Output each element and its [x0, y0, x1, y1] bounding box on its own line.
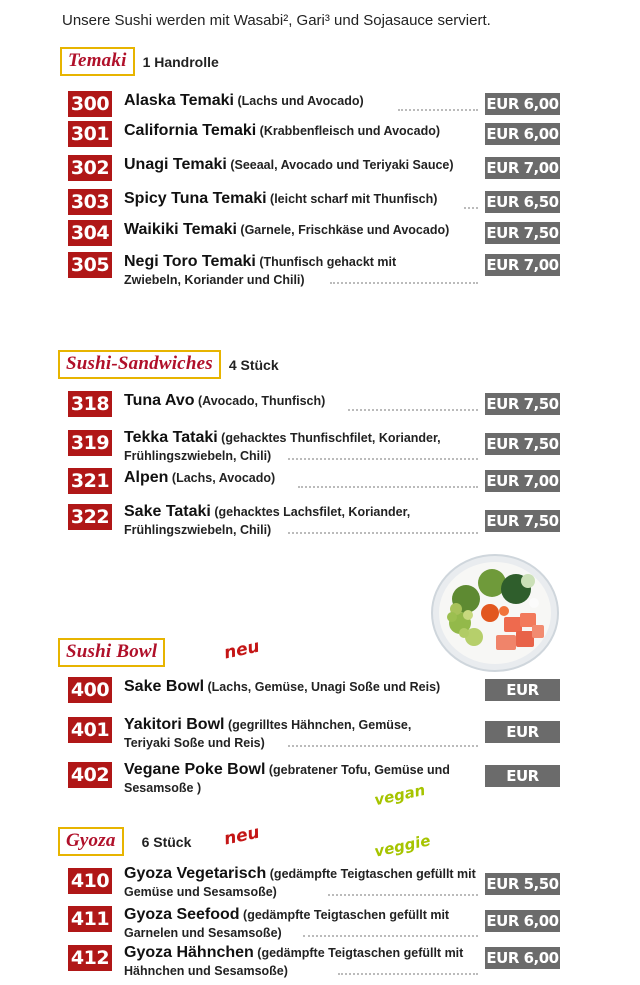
menu-item — [68, 760, 560, 807]
menu-item — [68, 428, 560, 466]
dotted-leader — [303, 935, 478, 937]
menu-item — [68, 715, 560, 763]
menu-item — [68, 864, 560, 902]
new-tag: neu — [222, 636, 262, 664]
item-name: Vegane Poke Bowl — [124, 761, 266, 778]
section-bowl-header — [58, 638, 165, 667]
item-name: Negi Toro Temaki — [124, 253, 256, 270]
item-number: 302 — [68, 155, 112, 181]
item-number: 319 — [68, 430, 112, 456]
item-note: (gedämpfte Teigtaschen gefüllt mit Gemüse und Sesamsoße) — [124, 867, 476, 899]
item-name: Gyoza Vegetarisch — [124, 865, 267, 882]
section-title: Temaki — [60, 47, 135, 76]
item-note: (Lachs und Avocado) — [234, 94, 364, 108]
item-number: 301 — [68, 121, 112, 147]
item-number: 400 — [68, 677, 112, 703]
menu-item — [68, 252, 560, 290]
item-note: (gegrilltes Hähnchen, Gemüse, Teriyaki Soße und Reis) — [124, 718, 412, 750]
item-name: Unagi Temaki — [124, 156, 227, 173]
section-quantity: 6 Stück — [141, 833, 192, 850]
item-note: (Krabbenfleisch und Avocado) — [256, 124, 441, 138]
section-quantity: 1 Handrolle — [142, 53, 219, 70]
item-note: (gedämpfte Teigtaschen gefüllt mit Hähnchen und Sesamsoße) — [124, 946, 464, 978]
section-temaki-header — [60, 47, 219, 76]
section-gyoza-header — [58, 827, 191, 856]
item-price: EUR 14,50 — [485, 721, 560, 743]
item-name: Spicy Tuna Temaki — [124, 190, 267, 207]
item-number: 321 — [68, 468, 112, 494]
new-tag: neu — [222, 822, 262, 850]
item-name: Waikiki Temaki — [124, 221, 237, 238]
item-price: EUR 13,50 — [485, 765, 560, 787]
item-price: EUR 6,00 — [486, 125, 559, 143]
item-price: EUR 6,00 — [486, 912, 559, 930]
dotted-leader — [288, 745, 478, 747]
item-name: Yakitori Bowl — [124, 716, 225, 733]
dotted-leader — [398, 109, 478, 111]
section-title: Sushi Bowl — [58, 638, 165, 667]
item-number: 305 — [68, 252, 112, 278]
item-note: (Thunfisch gehackt mit Zwiebeln, Koriander und Chili) — [124, 255, 397, 287]
item-number: 412 — [68, 945, 112, 971]
item-number: 401 — [68, 717, 112, 743]
item-note: (leicht scharf mit Thunfisch) — [266, 192, 438, 206]
item-price: EUR 7,50 — [486, 224, 559, 242]
item-number: 411 — [68, 906, 112, 932]
item-number: 300 — [68, 91, 112, 117]
section-title: Sushi-Sandwiches — [58, 350, 221, 379]
menu-item — [68, 391, 560, 421]
dotted-leader — [338, 973, 478, 975]
item-note: (gebratener Tofu, Gemüse und Sesamsoße ) — [124, 763, 450, 795]
item-number: 322 — [68, 504, 112, 530]
item-price: EUR 7,50 — [486, 435, 559, 453]
item-note: (Lachs, Avocado) — [168, 471, 276, 485]
item-number: 304 — [68, 220, 112, 246]
menu-item — [68, 121, 560, 151]
item-name: Tekka Tataki — [124, 429, 218, 446]
menu-item — [68, 468, 560, 498]
vegan-tag: vegan — [372, 780, 427, 810]
item-note: (gedämpfte Teigtaschen gefüllt mit Garnelen und Sesamsoße) — [124, 908, 450, 940]
dotted-leader — [288, 532, 478, 534]
section-title: Gyoza — [58, 827, 124, 856]
item-number: 303 — [68, 189, 112, 215]
item-price: EUR 7,50 — [486, 512, 559, 530]
item-note: (gehacktes Thunfischfilet, Koriander, Frühlingszwiebeln, Chili) — [124, 431, 441, 463]
item-price: EUR 7,00 — [486, 159, 559, 177]
dotted-leader — [464, 207, 478, 209]
item-name: Alpen — [124, 469, 169, 486]
item-name: Tuna Avo — [124, 392, 195, 409]
item-price: EUR 7,00 — [486, 472, 559, 490]
item-number: 410 — [68, 868, 112, 894]
item-name: Alaska Temaki — [124, 92, 234, 109]
veggie-tag: veggie — [372, 831, 433, 861]
item-name: Gyoza Hähnchen — [124, 944, 254, 961]
item-note: (Seeaal, Avocado und Teriyaki Sauce) — [226, 158, 454, 172]
section-quantity: 4 Stück — [228, 356, 279, 373]
item-price: EUR 5,50 — [486, 875, 559, 893]
menu-item — [68, 220, 560, 250]
dotted-leader — [330, 282, 478, 284]
item-note: (Avocado, Thunfisch) — [194, 394, 326, 408]
item-number: 318 — [68, 391, 112, 417]
dotted-leader — [348, 409, 478, 411]
menu-item — [68, 189, 560, 219]
section-sandwiches-header — [58, 350, 279, 379]
menu-item — [68, 91, 560, 121]
dotted-leader — [288, 458, 478, 460]
menu-item — [68, 943, 560, 981]
item-name: California Temaki — [124, 122, 257, 139]
dotted-leader — [298, 486, 478, 488]
item-name: Sake Tataki — [124, 503, 211, 520]
item-price: EUR 6,50 — [486, 193, 559, 211]
intro-text: Unsere Sushi werden mit Wasabi², Gari³ und Sojasauce serviert. — [62, 12, 491, 29]
item-note: (Garnele, Frischkäse und Avocado) — [236, 223, 450, 237]
item-price: EUR 7,00 — [486, 256, 559, 274]
item-note: (gehacktes Lachsfilet, Koriander, Frühlingszwiebeln, Chili) — [124, 505, 411, 537]
item-note: (Lachs, Gemüse, Unagi Soße und Reis) — [204, 680, 441, 694]
menu-item — [68, 155, 560, 185]
menu-item — [68, 502, 560, 540]
item-number: 402 — [68, 762, 112, 788]
item-name: Gyoza Seefood — [124, 906, 240, 923]
item-price: EUR 6,00 — [486, 95, 559, 113]
poke-bowl-image — [430, 553, 560, 673]
item-price: EUR 14,50 — [485, 679, 560, 701]
item-price: EUR 7,50 — [486, 395, 559, 413]
item-name: Sake Bowl — [124, 678, 205, 695]
menu-item — [68, 905, 560, 943]
dotted-leader — [328, 894, 478, 896]
item-price: EUR 6,00 — [486, 949, 559, 967]
menu-item — [68, 677, 560, 721]
